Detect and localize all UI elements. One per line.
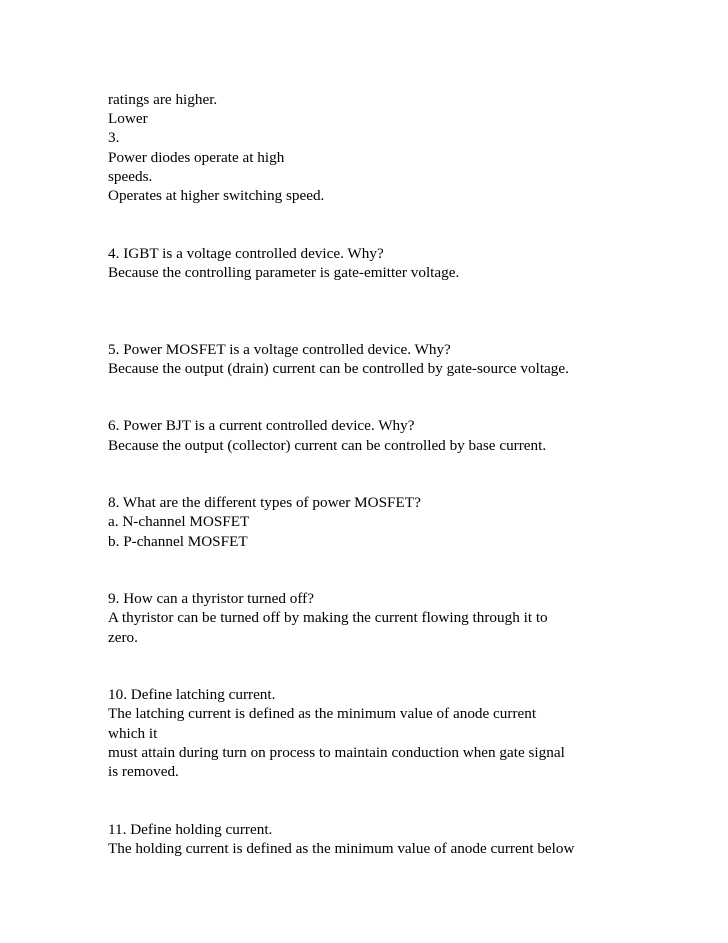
answer-5: Because the output (drain) current can be controlled by gate-source voltage. bbox=[108, 359, 569, 377]
question-6: 6. Power BJT is a current controlled device. Why? bbox=[108, 417, 415, 435]
question-10: 10. Define latching current. bbox=[108, 686, 276, 704]
text-line: speeds. bbox=[108, 167, 153, 185]
text-line: ratings are higher. bbox=[108, 91, 218, 108]
question-9: 9. How can a thyristor turned off? bbox=[108, 590, 314, 608]
answer-6: Because the output (collector) current can be controlled by base current. bbox=[108, 436, 547, 454]
answer-10-line: The latching current is defined as the minimum value of anode current bbox=[108, 705, 537, 723]
answer-9-line: zero. bbox=[108, 628, 138, 646]
answer-4: Because the controlling parameter is gate-emitter voltage. bbox=[108, 263, 460, 281]
text-line: Operates at higher switching speed. bbox=[108, 187, 325, 205]
spacer bbox=[108, 647, 708, 685]
answer-10-line: must attain during turn on process to maintain conduction when gate signal bbox=[108, 743, 565, 761]
question-4: 4. IGBT is a voltage controlled device. Why? bbox=[108, 244, 384, 262]
text-line: Power diodes operate at high bbox=[108, 148, 285, 166]
spacer bbox=[108, 320, 708, 339]
answer-8-line: b. P-channel MOSFET bbox=[108, 532, 248, 550]
spacer bbox=[108, 205, 708, 243]
answer-10-line: which it bbox=[108, 724, 158, 742]
spacer bbox=[108, 455, 708, 493]
answer-9-line: A thyristor can be turned off by making the current flowing through it to bbox=[108, 609, 548, 627]
question-8: 8. What are the different types of power MOSFET? bbox=[108, 494, 421, 512]
spacer bbox=[108, 282, 708, 320]
spacer bbox=[108, 781, 708, 819]
answer-10-line: is removed. bbox=[108, 763, 179, 780]
question-5: 5. Power MOSFET is a voltage controlled device. Why? bbox=[108, 340, 451, 358]
spacer bbox=[108, 378, 708, 416]
answer-11-line: The holding current is defined as the minimum value of anode current below bbox=[108, 839, 575, 857]
text-line: Lower bbox=[108, 110, 148, 128]
spacer bbox=[108, 551, 708, 589]
answer-8-line: a. N-channel MOSFET bbox=[108, 513, 250, 531]
question-11: 11. Define holding current. bbox=[108, 820, 273, 838]
document-text bbox=[108, 90, 708, 858]
text-line: 3. bbox=[108, 129, 120, 147]
